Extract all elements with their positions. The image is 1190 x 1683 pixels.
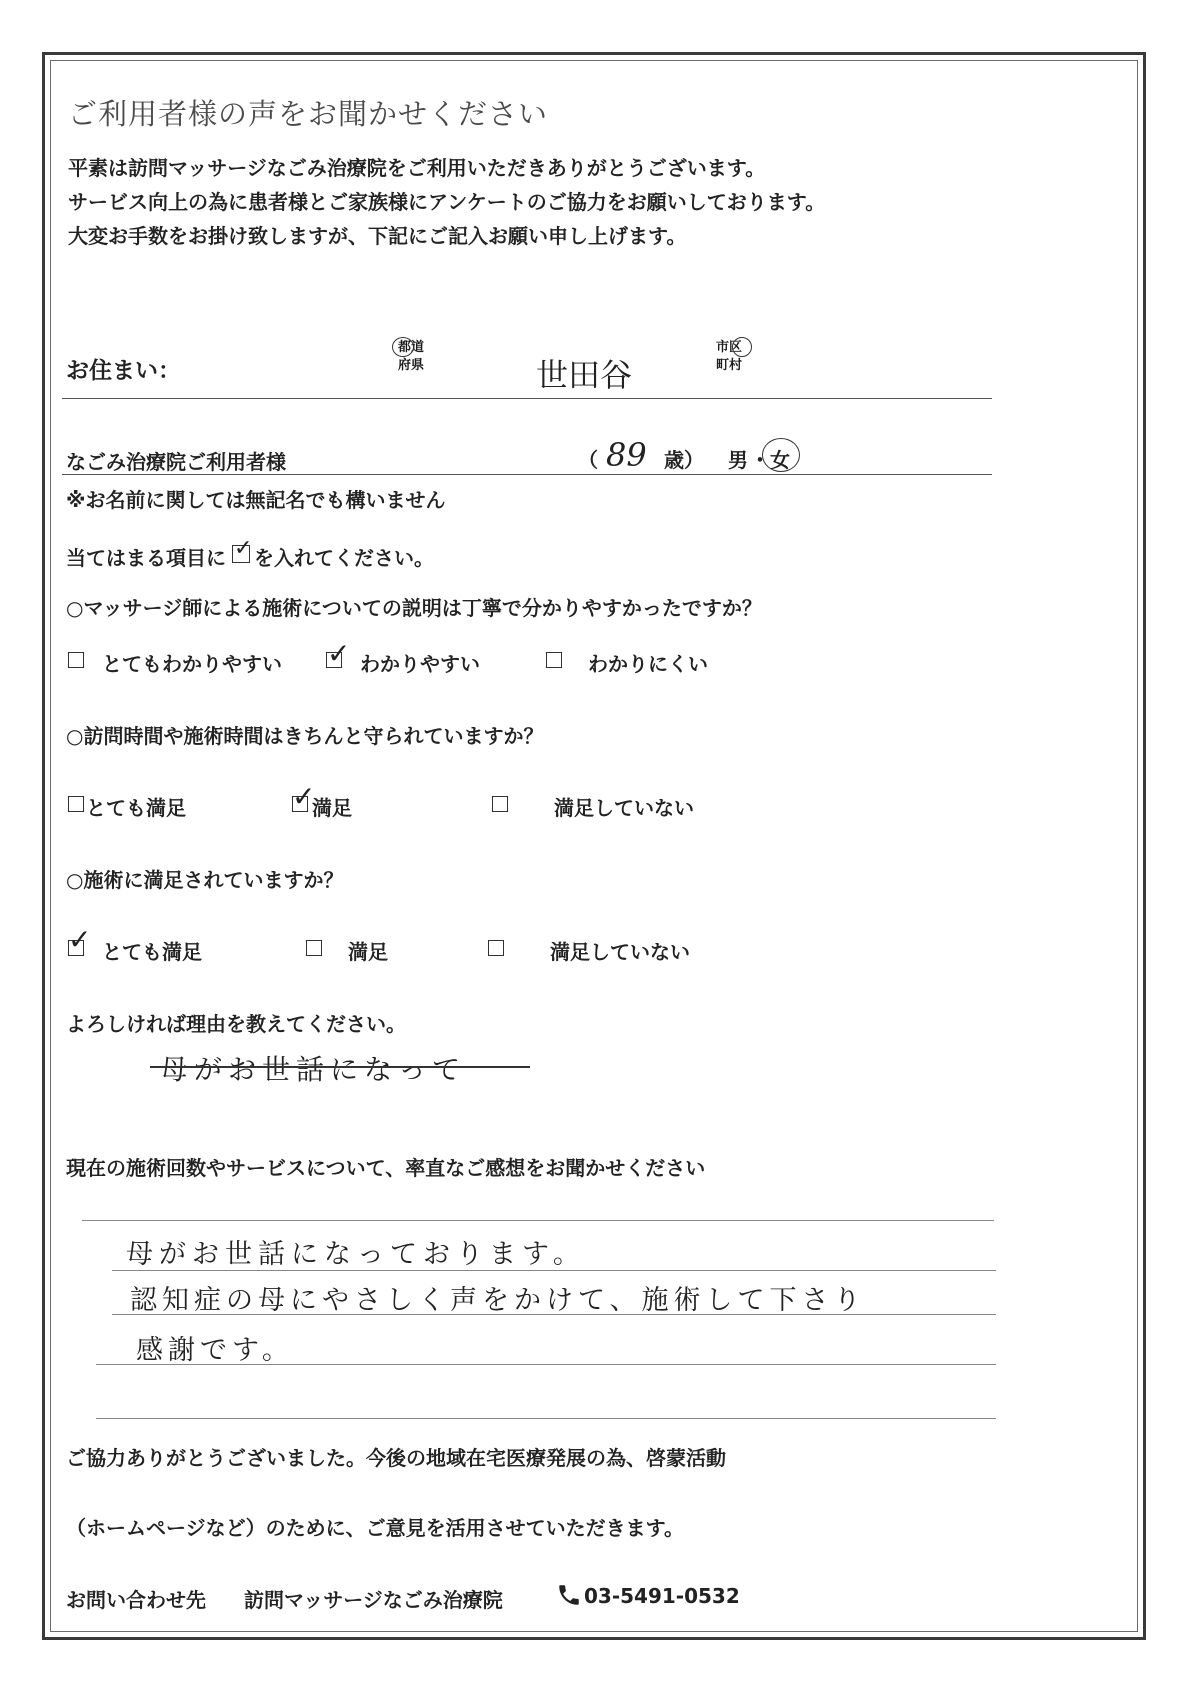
reason-strikethrough-line (150, 1066, 530, 1068)
instruction-text-after: を入れてください。 (254, 546, 434, 570)
q1-option-2-label: わかりやすい (360, 652, 480, 676)
feedback-rule-5 (96, 1418, 996, 1419)
reason-label: よろしければ理由を教えてください。 (66, 1012, 406, 1036)
contact-label: お問い合わせ先 (66, 1588, 206, 1612)
feedback-label: 現在の施術回数やサービスについて、率直なご感想をお聞かせください (66, 1156, 706, 1180)
age-open-paren: （ (578, 448, 598, 472)
pref-circle-mark (392, 337, 414, 357)
feedback-rule-4 (96, 1364, 996, 1365)
gender-male: 男 (728, 448, 748, 472)
age-unit: 歳） (664, 448, 704, 472)
form-title: ご利用者様の声をお聞かせください (68, 97, 549, 131)
q2-option-3-checkbox[interactable] (492, 796, 508, 812)
phone-icon (556, 1582, 582, 1608)
q2-option-1-label: とても満足 (86, 796, 186, 820)
question-2-text: ○訪問時間や施術時間はきちんと守られていますか？ (66, 724, 544, 748)
feedback-rule-1 (82, 1220, 994, 1221)
city-circle-mark (732, 337, 752, 357)
address-underline (62, 398, 992, 399)
female-circle-mark (762, 438, 800, 472)
pref-label-top: 都道 (398, 340, 425, 355)
closing-line-2: （ホームページなど）のために、ご意見を活用させていただきます。 (66, 1516, 684, 1540)
contact-phone-number[interactable]: 03-5491-0532 (584, 1584, 740, 1608)
q3-option-3-label: 満足していない (550, 940, 690, 964)
intro-line-2: サービス向上の為に患者様とご家族様にアンケートのご協力をお願いしております。 (68, 190, 826, 214)
q2-option-2-check-icon: ✓ (292, 780, 316, 813)
feedback-rule-3 (112, 1314, 996, 1315)
feedback-handwritten-line-1: 母がお世話になっております。 (126, 1239, 586, 1270)
city-label-bottom: 町村 (716, 358, 743, 373)
feedback-handwritten-line-2: 認知症の母にやさしく声をかけて、施術して下さり (130, 1285, 866, 1316)
anonymous-note: ※お名前に関しては無記名でも構いません (66, 488, 446, 512)
q1-option-3-checkbox[interactable] (546, 652, 562, 668)
q2-option-2-label: 満足 (312, 796, 352, 820)
instruction-check-sample-icon: ✓ (234, 536, 253, 561)
closing-line-1: ご協力ありがとうございました。今後の地域在宅医療発展の為、啓蒙活動 (66, 1446, 726, 1470)
feedback-handwritten-line-3: 感謝です。 (136, 1335, 294, 1366)
address-label: お住まい： (66, 358, 181, 384)
q1-option-2-check-icon: ✓ (327, 637, 351, 670)
q3-option-1-check-icon: ✓ (68, 923, 92, 956)
city-label-top: 市区 (716, 340, 743, 355)
intro-line-3: 大変お手数をお掛け致しますが、下記にご記入お願い申し上げます。 (68, 224, 687, 248)
q3-option-2-checkbox[interactable] (306, 940, 322, 956)
contact-clinic-name: 訪問マッサージなごみ治療院 (244, 1588, 503, 1612)
q1-option-1-label: とてもわかりやすい (102, 652, 282, 676)
user-underline (62, 474, 992, 475)
inner-frame (50, 60, 1138, 1632)
gender-female: 女 (770, 448, 790, 472)
gender-separator: ・ (750, 448, 770, 472)
q3-option-3-checkbox[interactable] (488, 940, 504, 956)
q1-option-1-checkbox[interactable] (68, 652, 84, 668)
question-1-text: ○マッサージ師による施術についての説明は丁寧で分かりやすかったですか？ (66, 596, 762, 620)
age-handwritten: 89 (606, 436, 647, 474)
q1-option-3-label: わかりにくい (588, 652, 708, 676)
q3-option-1-label: とても満足 (102, 940, 202, 964)
pref-label-bottom: 府県 (398, 358, 425, 373)
feedback-rule-2 (112, 1270, 996, 1271)
instruction-text-before: 当てはまる項目に (66, 546, 226, 570)
user-label: なごみ治療院ご利用者様 (66, 450, 286, 474)
q2-option-1-checkbox[interactable] (68, 796, 84, 812)
address-city-handwritten: 世田谷 (536, 356, 633, 394)
question-3-text: ○施術に満足されていますか？ (66, 868, 344, 892)
q2-option-3-label: 満足していない (554, 796, 694, 820)
q3-option-2-label: 満足 (348, 940, 388, 964)
reason-struck-handwriting: 母がお世話になって (160, 1053, 467, 1086)
intro-line-1: 平素は訪問マッサージなごみ治療院をご利用いただきありがとうございます。 (68, 156, 766, 180)
